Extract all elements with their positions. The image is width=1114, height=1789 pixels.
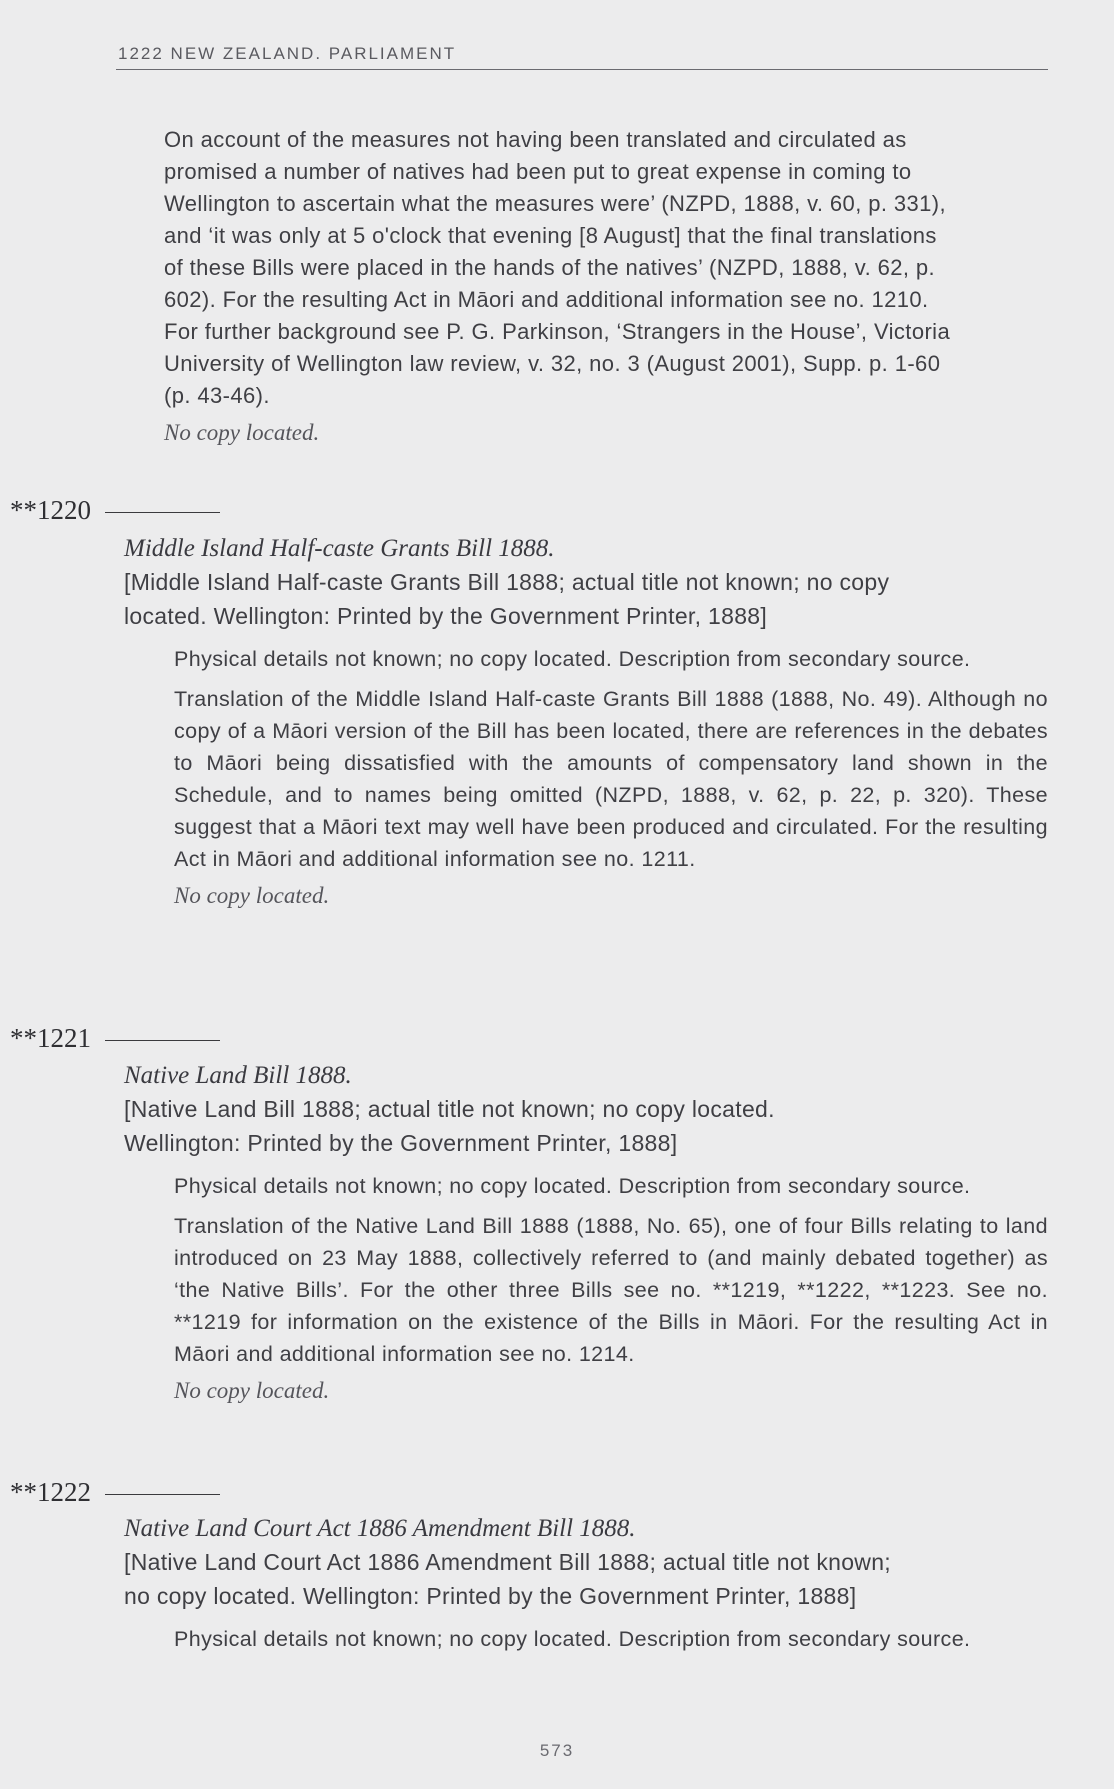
intro-line: Wellington to ascertain what the measures were’ (NZPD, 1888, v. 60, p. 331), [164,191,947,216]
entry-title: Middle Island Half-caste Grants Bill 1888. [124,535,555,562]
entry-1221 [124,1062,1048,1404]
physical-details: Physical details not known; no copy located. Description from secondary source. [174,1627,971,1651]
intro-line: of these Bills were placed in the hands of the natives’ (NZPD, 1888, v. 62, p. [164,255,936,280]
intro-line: For further background see P. G. Parkinson, ‘Strangers in the House’, Victoria [164,319,951,344]
entry-1222 [124,1515,1048,1655]
note-line: [Middle Island Half-caste Grants Bill 1888; actual title not known; no copy [124,569,890,595]
intro-paragraph [164,124,1048,412]
entry-dash [105,1040,220,1041]
physical-details: Physical details not known; no copy located. Description from secondary source. [174,647,971,671]
intro-line: On account of the measures not having been translated and circulated as [164,127,907,152]
intro-line: 602). For the resulting Act in Māori and additional information see no. 1210. [164,287,929,312]
page-number: 573 [539,1741,575,1760]
intro-line: and ‘it was only at 5 o'clock that evening [8 August] that the final translations [164,223,937,248]
intro-block [164,124,1048,446]
running-head: 1222 NEW ZEALAND. PARLIAMENT [118,44,457,63]
entry-dash [105,512,220,513]
entry-dash [105,1494,220,1495]
entry-1220 [124,535,1048,909]
no-copy-note: No copy located. [174,1378,330,1403]
entry-bracket-note [124,1545,1048,1613]
intro-line: (p. 43-46). [164,383,270,408]
entry-number-text: **1221 [10,1023,91,1053]
entry-number [10,495,220,526]
note-line: no copy located. Wellington: Printed by the Government Printer, 1888] [124,1583,857,1609]
entry-number [10,1023,220,1054]
translation-paragraph: Translation of the Native Land Bill 1888 (1888, No. 65), one of four Bills relating to land introduced on 23 May 1888, collectively referred to (and mainly debated together) as ‘the Native Bills’. For the other three Bills see no. **1219, **1222, **1223. See no. **1219 for information on the existence of the Bills in Māori. For the resulting Act in Māori and additional information see no. 1214. [174,1214,1048,1366]
no-copy-note: No copy located. [174,883,330,908]
intro-line: promised a number of natives had been put to great expense in coming to [164,159,912,184]
entry-number [10,1477,220,1508]
physical-details: Physical details not known; no copy located. Description from secondary source. [174,1174,971,1198]
entry-bracket-note [124,565,1048,633]
note-line: Wellington: Printed by the Government Printer, 1888] [124,1130,678,1156]
note-line: located. Wellington: Printed by the Government Printer, 1888] [124,603,768,629]
header-rule [116,69,1048,70]
note-line: [Native Land Court Act 1886 Amendment Bill 1888; actual title not known; [124,1549,891,1575]
entry-title: Native Land Court Act 1886 Amendment Bill 1888. [124,1515,636,1542]
entry-number-text: **1220 [10,495,91,525]
note-line: [Native Land Bill 1888; actual title not known; no copy located. [124,1096,775,1122]
entry-title: Native Land Bill 1888. [124,1062,352,1089]
entry-number-text: **1222 [10,1477,91,1507]
no-copy-note: No copy located. [164,420,320,445]
intro-line: University of Wellington law review, v. 32, no. 3 (August 2001), Supp. p. 1-60 [164,351,941,376]
translation-paragraph: Translation of the Middle Island Half-caste Grants Bill 1888 (1888, No. 49). Although no copy of a Māori version of the Bill has been located, there are references in the debates to Māori being dissatisfied with the amounts of compensatory land shown in the Schedule, and to names being omitted (NZPD, 1888, v. 62, p. 22, p. 320). These suggest that a Māori text may well have been produced and circulated. For the resulting Act in Māori and additional information see no. 1211. [174,687,1048,871]
entry-bracket-note [124,1092,1048,1160]
